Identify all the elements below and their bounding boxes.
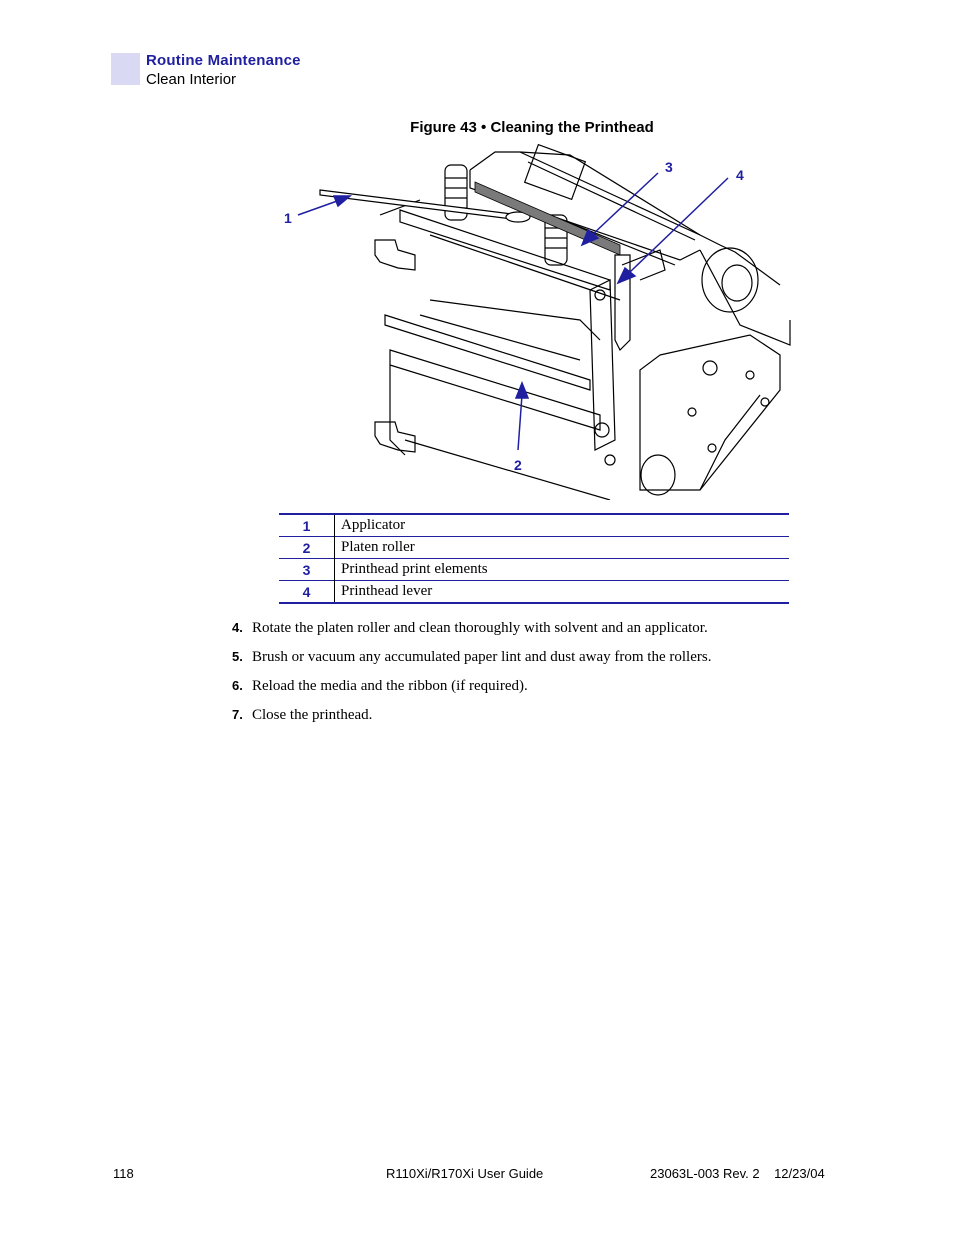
document-id: 23063L-003 Rev. 2 12/23/04	[650, 1166, 825, 1181]
step-text: Reload the media and the ribbon (if required).	[252, 678, 528, 694]
guide-title: R110Xi/R170Xi User Guide	[386, 1166, 544, 1181]
legend-label: Printhead print elements	[341, 561, 488, 577]
printhead-illustration	[280, 140, 800, 500]
step-text: Close the printhead.	[252, 707, 373, 723]
header-color-box	[111, 53, 140, 85]
legend-number: 2	[279, 537, 335, 559]
step-number: 4.	[232, 620, 243, 635]
callout-2: 2	[514, 457, 522, 473]
subsection-title: Clean Interior	[146, 71, 237, 88]
legend-label: Printhead lever	[341, 583, 433, 599]
page-number: 118	[113, 1166, 134, 1181]
table-row	[279, 559, 789, 581]
step-text: Brush or vacuum any accumulated paper lint and dust away from the rollers.	[252, 649, 712, 665]
legend-number: 1	[279, 514, 335, 537]
callout-3: 3	[665, 159, 673, 175]
legend-number: 3	[279, 559, 335, 581]
table-row	[279, 581, 789, 604]
section-title: Routine Maintenance	[146, 52, 301, 69]
step-number: 5.	[232, 649, 243, 664]
table-row	[279, 537, 789, 559]
legend-number: 4	[279, 581, 335, 604]
list-item	[232, 620, 711, 649]
step-text: Rotate the platen roller and clean thoroughly with solvent and an applicator.	[252, 620, 708, 636]
list-item	[232, 707, 711, 736]
step-number: 7.	[232, 707, 243, 722]
callout-legend-table	[279, 513, 789, 604]
table-row	[279, 514, 789, 537]
legend-label: Applicator	[341, 517, 406, 533]
printer-mechanism-drawing	[280, 140, 800, 500]
list-item	[232, 678, 711, 707]
figure-caption: Figure 43 • Cleaning the Printhead	[410, 119, 654, 136]
callout-1: 1	[284, 210, 292, 226]
step-number: 6.	[232, 678, 243, 693]
procedure-steps	[232, 620, 711, 736]
callout-4: 4	[736, 167, 744, 183]
list-item	[232, 649, 711, 678]
legend-label: Platen roller	[341, 539, 415, 555]
